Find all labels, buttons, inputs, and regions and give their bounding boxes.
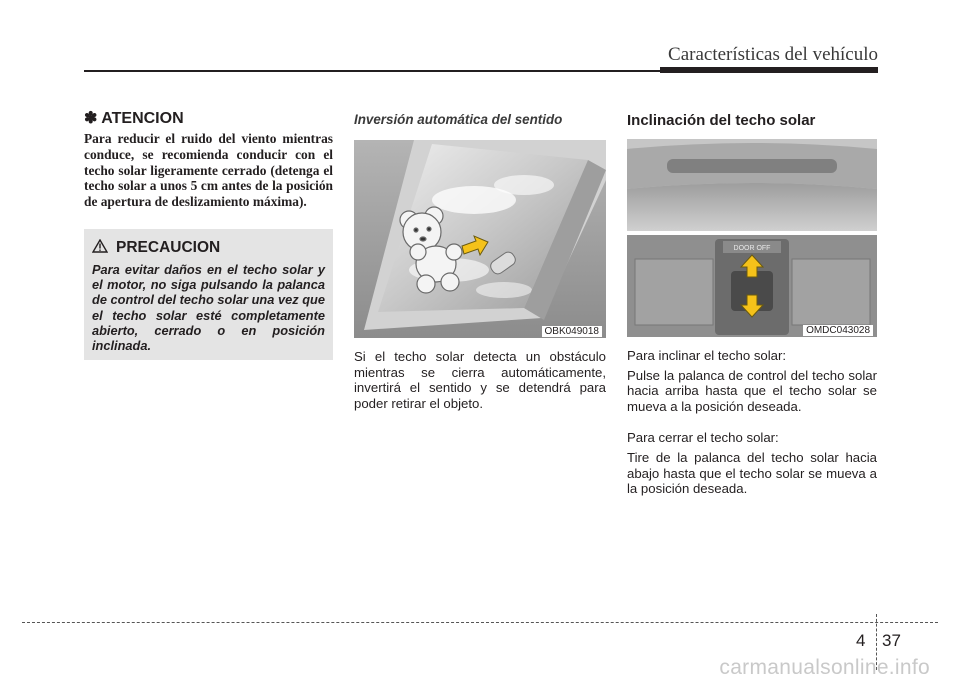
- footer-rule: [22, 622, 938, 623]
- precaucion-box: [84, 229, 333, 360]
- atencion-title: ✽ ATENCION: [84, 110, 184, 127]
- chapter-number: 4: [856, 631, 866, 650]
- inclinacion-p4: Tire de la palanca del techo solar hacia abajo hasta que el techo solar se mueva a la posición deseada.: [627, 449, 877, 497]
- precaucion-title: PRECAUCION: [116, 239, 221, 257]
- warning-triangle-icon: [92, 239, 108, 258]
- watermark: carmanualsonline.info: [719, 656, 930, 679]
- precaucion-body: Para evitar daños en el techo solar y el motor, no siga pulsando la palanca de control del techo solar una vez que el techo solar esté completamente abierto, cerrado o en posición inclinada.: [92, 261, 325, 353]
- atencion-body: Para reducir el ruido del viento mientras conduce, se recomienda conducir con el techo solar ligeramente cerrado (detenga el techo solar a unos 5 cm antes de la posición de apertura de deslizamiento máxima).: [84, 131, 333, 210]
- inclinacion-heading: Inclinación del techo solar: [627, 112, 816, 129]
- inclinacion-p3: Para cerrar el techo solar:: [627, 430, 779, 446]
- header-rule-accent: [660, 67, 878, 73]
- sunroof-obstacle-figure: [354, 140, 606, 338]
- page-number: 37: [882, 631, 901, 650]
- figure-code: OBK049018: [542, 326, 603, 337]
- column-middle: [354, 108, 606, 411]
- door-off-label: DOOR OFF: [733, 245, 771, 252]
- reversa-text: Si el techo solar detecta un obstáculo mientras se cierra automáticamente, invertirá el sentido y se detendrá para poder retirar el objeto.: [354, 349, 606, 411]
- column-left: [84, 108, 333, 360]
- page-header-title: Características del vehículo: [668, 44, 878, 65]
- figure-code: OMDC043028: [803, 325, 873, 336]
- inclinacion-p2: Pulse la palanca de control del techo solar hacia arriba hasta que el techo solar se mueva a la posición deseada.: [627, 367, 877, 414]
- column-right: [627, 108, 877, 497]
- inclinacion-p1: Para inclinar el techo solar:: [627, 348, 787, 363]
- sunroof-switch-figure: [627, 139, 877, 337]
- reversa-heading: Inversión automática del sentido: [354, 112, 563, 127]
